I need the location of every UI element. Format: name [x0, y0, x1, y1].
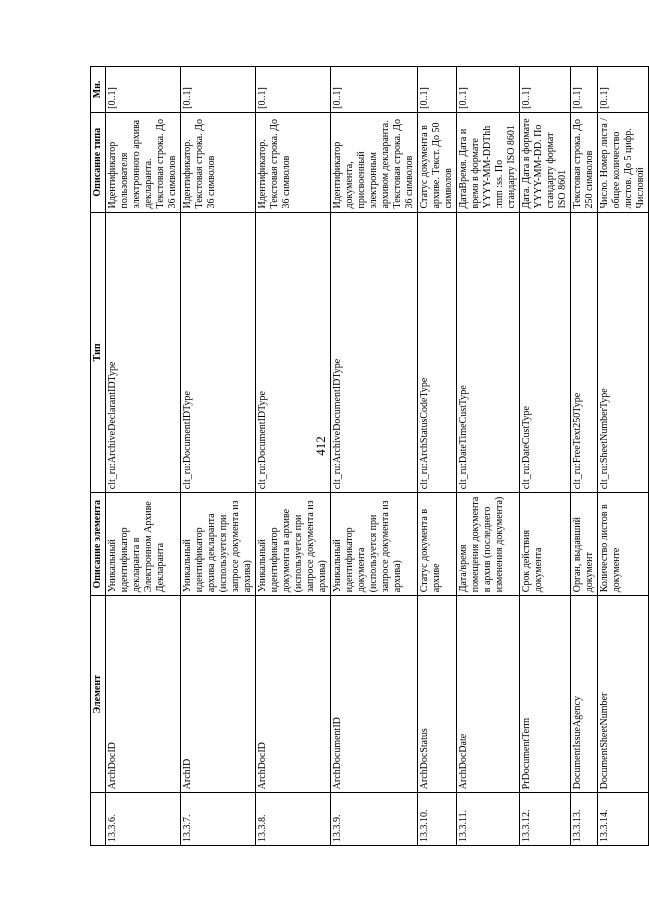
page-number: 412 — [313, 436, 328, 456]
header-element-desc: Описание элемента — [91, 493, 106, 596]
row-num: 13.3.8. — [256, 793, 331, 846]
row-type-desc: Идентификатор документа, присвоенный электронным архивом декларанта. Текстовая строка. До 36 символов — [331, 112, 418, 212]
row-num: 13.3.12. — [520, 793, 571, 846]
row-element-desc: Уникальный идентификатор документа в архиве (используется при запросе документа из архива) — [256, 493, 331, 596]
row-type: clt_ru:DocumentIDType — [181, 212, 256, 493]
row-type-desc: ДатаВремя. Дата и время в формате YYYY-MM-DDThh :mm :ss. По стандарту ISO 8601 — [457, 112, 520, 212]
table-row — [457, 67, 520, 846]
row-type-desc: Дата. Дата в формате YYYY-MM-DD. По стандарту формат ISO 8601 — [520, 112, 571, 212]
row-mn: [0..1] — [181, 67, 256, 113]
row-type: clt_ru:DateCustType — [520, 212, 571, 493]
row-type-desc: Статус документа в архиве. Текст. До 50 символов — [418, 112, 457, 212]
table-row — [598, 67, 649, 846]
row-num: 13.3.11. — [457, 793, 520, 846]
row-mn: [0..1] — [256, 67, 331, 113]
row-mn: [0..1] — [418, 67, 457, 113]
row-num: 13.3.9. — [331, 793, 418, 846]
row-type-desc: Число. Номер листа / общее количество листов. До 5 цифр. Числовой — [598, 112, 649, 212]
row-type: clt_ru:DocumentIDType — [256, 212, 331, 493]
row-type: clt_ru:ArchiveDocumentIDType — [331, 212, 418, 493]
row-mn: [0..1] — [331, 67, 418, 113]
row-element: ArchDocID — [106, 596, 181, 793]
row-mn: [0..1] — [598, 67, 649, 113]
row-type-desc: Идентификатор. Текстовая строка. До 36 символов — [181, 112, 256, 212]
row-num: 13.3.14. — [598, 793, 649, 846]
row-type: clt_ru:ArchStatusCodeType — [418, 212, 457, 493]
row-num: 13.3.6. — [106, 793, 181, 846]
table-row — [571, 67, 598, 846]
row-mn: [0..1] — [457, 67, 520, 113]
table-body — [106, 67, 649, 846]
row-element-desc: Уникальный идентификатор архива декларанта (используется при запросе документа из архива) — [181, 493, 256, 596]
row-type-desc: Идентификатор пользователя электронного архива декларанта. Текстовая строка. До 36 символов — [106, 112, 181, 212]
row-element: DocumentSheetNumber — [598, 596, 649, 793]
row-mn: [0..1] — [520, 67, 571, 113]
header-type: Тип — [91, 212, 106, 493]
row-type: clt_ru:ArchiveDeclarantIDType — [106, 212, 181, 493]
table-row — [520, 67, 571, 846]
row-type: clt_ru:FreeText250Type — [571, 212, 598, 493]
row-type-desc: Текстовая строка. До 250 символов — [571, 112, 598, 212]
row-mn: [0..1] — [571, 67, 598, 113]
row-num: 13.3.10. — [418, 793, 457, 846]
table-row — [256, 67, 331, 846]
table-row — [106, 67, 181, 846]
row-type: clt_ru:SheetNumberType — [598, 212, 649, 493]
elements-table — [90, 66, 649, 846]
row-element-desc: Уникальный идентификатор документа (используется при запросе документа из архива) — [331, 493, 418, 596]
table-header-row — [91, 67, 106, 846]
row-element: PrDocumentTerm — [520, 596, 571, 793]
row-element: ArchID — [181, 596, 256, 793]
header-mn: Мн. — [91, 67, 106, 113]
row-element: ArchDocStatus — [418, 596, 457, 793]
table-row — [181, 67, 256, 846]
row-mn: [0..1] — [106, 67, 181, 113]
row-type: clt_ru:DateTimeCustType — [457, 212, 520, 493]
row-element-desc: Срок действия документа — [520, 493, 571, 596]
row-element-desc: Статус документа в архиве — [418, 493, 457, 596]
table-row — [418, 67, 457, 846]
header-element: Элемент — [91, 596, 106, 793]
row-type-desc: Идентификатор. Текстовая строка. До 36 символов — [256, 112, 331, 212]
row-element-desc: Дата/время помещения документа в архив (последнего изменения документа) — [457, 493, 520, 596]
row-element: ArchDocID — [256, 596, 331, 793]
row-element-desc: Орган, выдавший документ — [571, 493, 598, 596]
header-type-desc: Описание типа — [91, 112, 106, 212]
row-element: ArchDocDate — [457, 596, 520, 793]
row-num: 13.3.13. — [571, 793, 598, 846]
header-num — [91, 793, 106, 846]
row-element-desc: Уникальный идентификатор декларанта в Электронном Архиве Декларанта — [106, 493, 181, 596]
row-element: ArchDocumentID — [331, 596, 418, 793]
row-num: 13.3.7. — [181, 793, 256, 846]
row-element-desc: Количество листов в документе — [598, 493, 649, 596]
rotated-table-wrapper — [90, 66, 646, 846]
row-element: DocumentIssueAgency — [571, 596, 598, 793]
table-row — [331, 67, 418, 846]
